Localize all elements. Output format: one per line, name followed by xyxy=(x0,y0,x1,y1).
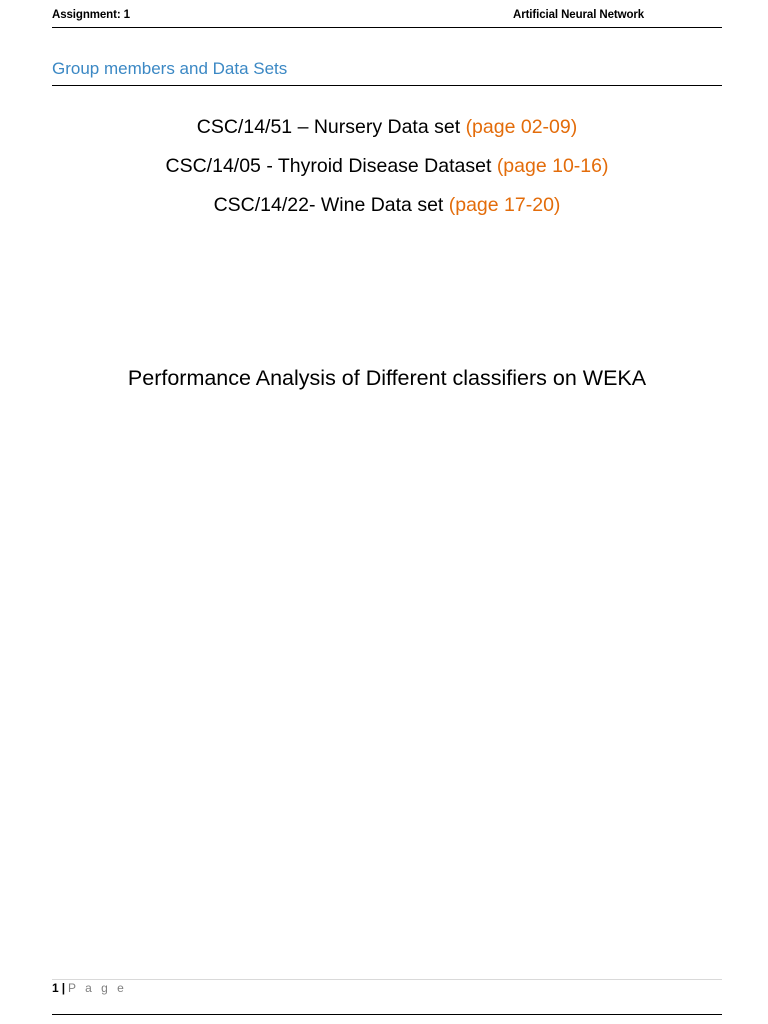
header-assignment-label: Assignment: 1 xyxy=(52,9,130,21)
header-course-title: Artificial Neural Network xyxy=(513,9,645,21)
footer-divider xyxy=(52,979,722,980)
section-heading: Group members and Data Sets xyxy=(52,59,288,78)
section-heading-underline xyxy=(52,85,722,86)
page-number: 1 xyxy=(52,981,59,995)
footer-separator: | xyxy=(61,981,66,995)
page-footer xyxy=(52,981,127,995)
member-item xyxy=(52,152,722,191)
member-page-range: (page 10-16) xyxy=(496,155,609,177)
member-dataset-label: CSC/14/22- Wine Data set xyxy=(213,194,449,216)
member-item xyxy=(52,191,722,230)
footer-bottom-rule xyxy=(52,1014,722,1015)
member-dataset-label: CSC/14/51 – Nursery Data set xyxy=(196,116,466,138)
header-divider xyxy=(52,27,722,28)
member-page-range: (page 02-09) xyxy=(465,116,578,138)
member-dataset-label: CSC/14/05 - Thyroid Disease Dataset xyxy=(165,155,497,177)
page-word: P a g e xyxy=(68,981,127,995)
document-title: Performance Analysis of Different classifiers on WEKA xyxy=(127,366,647,390)
page-header xyxy=(52,9,722,27)
member-list xyxy=(52,113,722,230)
member-item xyxy=(52,113,722,152)
member-page-range: (page 17-20) xyxy=(448,194,561,216)
